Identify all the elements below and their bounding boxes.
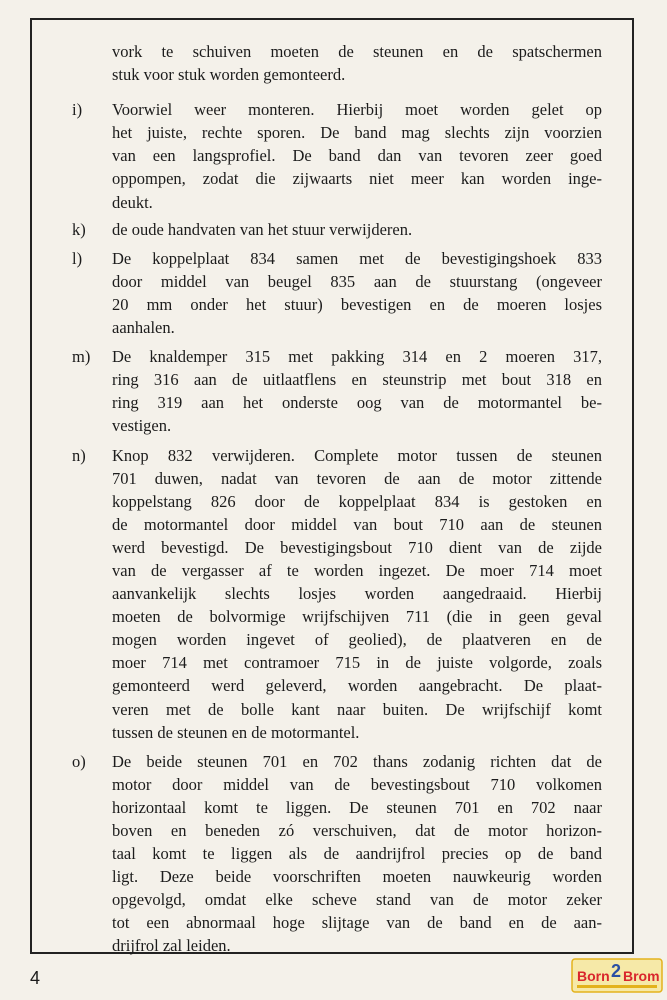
text-line: De beide steunen 701 en 702 thans zodanig richten dat de	[112, 751, 602, 771]
text-line: ring 319 aan het onderste oog van de motormantel be-	[112, 393, 602, 413]
intro-paragraph	[72, 40, 602, 86]
text-line: vestigen.	[112, 416, 172, 436]
list-item-m	[72, 345, 602, 437]
text-line: deukt.	[112, 192, 153, 212]
list-item-k	[72, 218, 602, 241]
text-line: aanhalen.	[112, 318, 175, 338]
born2brom-logo	[571, 956, 663, 996]
text-line: stuk voor stuk worden gemonteerd.	[112, 65, 346, 85]
list-item-text	[112, 98, 602, 213]
text-line: van de vergasser af te worden ingezet. De moer 714 moet	[112, 560, 602, 580]
text-line: motor door middel van de bevestingsbout 710 volkomen	[112, 774, 602, 794]
svg-text:Brom: Brom	[623, 968, 660, 984]
list-marker: o)	[72, 751, 86, 771]
text-line: boven en beneden zó verschuiven, dat de motor horizon-	[112, 821, 602, 840]
text-line: Knop 832 verwijderen. Complete motor tussen de steunen	[112, 445, 602, 465]
text-line: moer 714 met contramoer 715 in de juiste volgorde, zoals	[112, 653, 602, 673]
text-line: opgevolgd, omdat elke scheve stand van de motor zeker	[112, 890, 602, 910]
text-line: oppompen, zodat die zijwaarts niet meer kan worden inge-	[112, 169, 602, 189]
text-line: de motormantel door middel van bout 710 aan de steunen	[112, 514, 602, 534]
list-item-text	[112, 345, 602, 437]
list-marker: n)	[72, 445, 86, 465]
text-line: Voorwiel weer monteren. Hierbij moet worden gelet op	[112, 100, 602, 120]
text-line: ligt. Deze beide voorschriften moeten nauwkeurig worden	[112, 867, 602, 887]
page-number: 4	[30, 968, 41, 988]
text-line: de oude handvaten van het stuur verwijderen.	[112, 219, 413, 239]
intro-text	[112, 40, 602, 86]
text-line: veren met de bolle kant naar buiten. De wrijfschijf komt	[112, 699, 602, 719]
text-line: 701 duwen, nadat van tevoren de aan de motor zittende	[112, 468, 602, 488]
text-line: drijfrol zal leiden.	[112, 936, 231, 956]
text-line: taal komt te liggen als de aandrijfrol precies op de band	[112, 844, 602, 864]
text-line: moeten de bolvormige wrijfschijven 711 (die in geen geval	[112, 607, 602, 627]
text-line: tussen de steunen en de motormantel.	[112, 722, 360, 742]
list-marker: k)	[72, 219, 86, 239]
text-line: tot een abnormaal hoge slijtage van de band en de aan-	[112, 913, 602, 933]
list-marker: i)	[72, 100, 83, 120]
text-line: gemonteerd werd geleverd, worden aangebracht. De plaat-	[112, 676, 602, 696]
text-line: mogen worden ingevet of geolied), de plaatveren en de	[112, 630, 602, 650]
list-item-n	[72, 444, 602, 744]
text-line: het juiste, rechte sporen. De band mag slechts zijn voorzien	[112, 123, 602, 143]
list-marker: m)	[72, 347, 91, 367]
list-item-o	[72, 750, 602, 958]
text-line: vork te schuiven moeten de steunen en de spatschermen	[112, 42, 602, 61]
list-item-l	[72, 247, 602, 339]
text-line: aanvankelijk slechts losjes worden aangedraaid. Hierbij	[112, 584, 602, 604]
text-line: werd bevestigd. De bevestigingsbout 710 dient van de zijde	[112, 537, 602, 557]
text-line: ring 316 aan de uitlaatflens en steunstrip met bout 318 en	[112, 370, 602, 390]
list-item-text	[112, 750, 602, 958]
list-item-text	[112, 444, 602, 744]
list-item-text	[112, 218, 602, 241]
text-line: horizontaal komt te liggen. De steunen 701 en 702 naar	[112, 797, 602, 817]
list-item-text	[112, 247, 602, 339]
text-line: De koppelplaat 834 samen met de bevestigingshoek 833	[112, 248, 602, 268]
text-line: De knaldemper 315 met pakking 314 en 2 moeren 317,	[112, 347, 602, 367]
text-line: 20 mm onder het stuur) bevestigen en de moeren losjes	[112, 294, 602, 314]
svg-text:2: 2	[611, 961, 622, 981]
svg-text:Born: Born	[577, 968, 610, 984]
text-line: koppelstang 826 door de koppelplaat 834 is gestoken en	[112, 491, 602, 511]
list-item-i	[72, 98, 602, 213]
instructions-body	[72, 40, 602, 958]
text-line: door middel van beugel 835 aan de stuurstang (ongeveer	[112, 271, 602, 291]
text-line: van een langsprofiel. De band dan van tevoren zeer goed	[112, 146, 602, 166]
list-marker: l)	[72, 248, 83, 268]
